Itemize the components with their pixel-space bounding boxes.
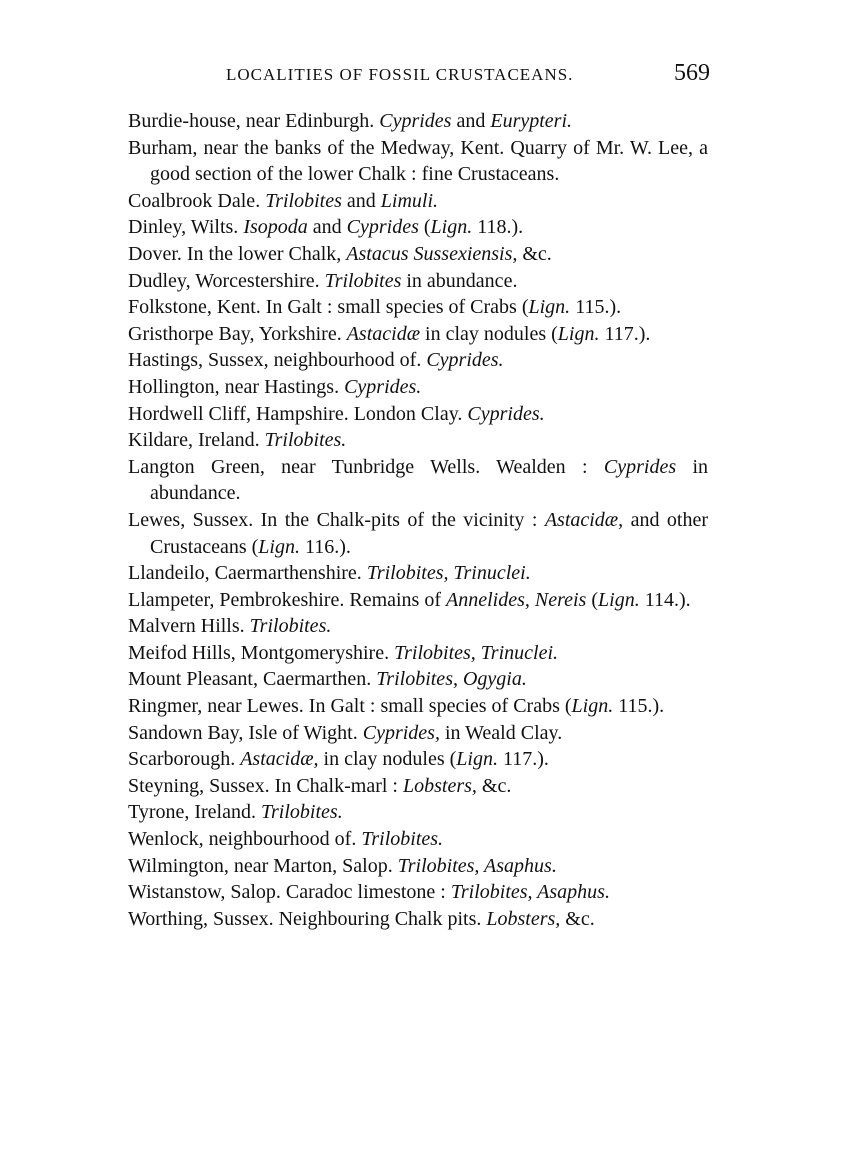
entry-text: &c.	[517, 242, 552, 265]
entry-text: Mount Pleasant, Caermarthen.	[128, 668, 377, 691]
page-number: 569	[674, 60, 710, 86]
taxon-text: Cyprides.	[467, 402, 545, 425]
entry-text: and	[341, 189, 381, 212]
locality-entry	[128, 454, 708, 507]
locality-entry	[128, 640, 708, 667]
entry-text: Dudley, Worcestershire.	[128, 269, 325, 292]
entry-text: in clay nodules (	[420, 322, 558, 345]
taxon-text: Trilobites.	[249, 615, 332, 638]
entry-text: and other Crustaceans (	[150, 508, 708, 558]
locality-entry	[128, 108, 708, 135]
taxon-text: Trilobites, Asaphus.	[397, 854, 557, 877]
entry-text: Coalbrook Dale.	[128, 189, 266, 212]
locality-entry	[128, 666, 708, 693]
taxon-text: Astacidæ,	[544, 508, 624, 531]
entry-text: 117.).	[599, 322, 651, 345]
taxon-text: Trilobites, Ogygia.	[376, 668, 527, 691]
locality-entry	[128, 587, 708, 614]
taxon-text: Trilobites.	[261, 801, 343, 824]
entry-text: Llampeter, Pembrokeshire. Remains of	[128, 588, 446, 611]
entry-text: 115.).	[613, 695, 665, 718]
taxon-text: Annelides, Nereis	[446, 588, 587, 611]
entry-text: Tyrone, Ireland.	[128, 801, 261, 824]
taxon-text: Lobsters,	[402, 774, 477, 797]
entry-text: Wenlock, neighbourhood of.	[128, 828, 362, 851]
entry-text: Llandeilo, Caermarthenshire.	[128, 562, 367, 585]
entry-text: Steyning, Sussex. In Chalk-marl :	[128, 774, 403, 797]
taxon-text: Trilobites, Trinuclei.	[394, 641, 559, 664]
taxon-text: Cyprides	[379, 110, 452, 132]
entry-text: (	[586, 588, 599, 611]
entry-text: Scarborough.	[128, 748, 241, 771]
locality-entry	[128, 879, 708, 906]
entry-text: Dover. In the lower Chalk,	[128, 242, 347, 265]
entry-text: Worthing, Sussex. Neighbouring Chalk pits.	[128, 907, 487, 930]
entry-text: in clay nodules (	[318, 748, 457, 771]
entry-text: in abundance.	[150, 455, 709, 505]
taxon-text: Cyprides.	[426, 349, 504, 372]
taxon-text: Lign.	[571, 695, 614, 718]
entry-text: Gristhorpe Bay, Yorkshire.	[128, 322, 347, 345]
taxon-text: Cyprides	[346, 216, 419, 239]
locality-entry	[128, 321, 708, 348]
locality-entry	[128, 773, 708, 800]
entry-text: (	[418, 216, 431, 239]
locality-list	[128, 108, 708, 932]
taxon-text: Lign.	[528, 296, 571, 319]
entry-text: &c.	[560, 907, 595, 930]
page-header	[130, 60, 710, 90]
locality-entry	[128, 613, 708, 640]
locality-entry	[128, 135, 708, 188]
entry-text: Dinley, Wilts.	[128, 216, 244, 239]
entry-text: Burdie-house, near Edinburgh.	[128, 110, 380, 132]
taxon-text: Eurypteri.	[490, 110, 573, 132]
locality-entry	[128, 188, 708, 215]
taxon-text: Lign.	[258, 535, 300, 558]
entry-text: Burham, near the banks of the Medway, Kent. Quarry of Mr. W. Lee, a good section of the lower Chalk : fine Crustaceans.	[128, 136, 708, 186]
locality-entry	[128, 347, 708, 374]
entry-text: 115.).	[570, 296, 622, 319]
entry-text: Malvern Hills.	[128, 615, 250, 638]
entry-text: Hastings, Sussex, neighbourhood of.	[128, 349, 427, 372]
entry-text: 118.).	[472, 216, 524, 239]
taxon-text: Astacidæ,	[240, 748, 319, 771]
locality-entry	[128, 427, 708, 454]
locality-entry	[128, 720, 708, 747]
entry-text: in abundance.	[401, 269, 518, 292]
locality-entry	[128, 826, 708, 853]
taxon-text: Lign.	[598, 588, 640, 611]
entry-text: and	[451, 110, 491, 132]
taxon-text: Cyprides.	[344, 375, 422, 398]
locality-entry	[128, 268, 708, 295]
entry-text: Lewes, Sussex. In the Chalk-pits of the vicinity :	[128, 508, 545, 531]
entry-text: Hordwell Cliff, Hampshire. London Clay.	[128, 402, 468, 425]
taxon-text: Trilobites	[265, 189, 342, 212]
locality-entry	[128, 799, 708, 826]
taxon-text: Trilobites.	[264, 429, 347, 452]
entry-text: Hollington, near Hastings.	[128, 375, 345, 398]
locality-entry	[128, 746, 708, 773]
entry-text: Sandown Bay, Isle of Wight.	[128, 721, 363, 744]
entry-text: Wilmington, near Marton, Salop.	[128, 854, 398, 877]
locality-entry	[128, 294, 708, 321]
taxon-text: Trilobites.	[361, 828, 444, 851]
locality-entry	[128, 906, 708, 933]
taxon-text: Trilobites, Asaphus.	[450, 881, 610, 904]
entry-text: and	[307, 216, 347, 239]
locality-entry	[128, 560, 708, 587]
entry-text: Wistanstow, Salop. Caradoc limestone :	[128, 881, 451, 904]
taxon-text: Lign.	[430, 216, 473, 239]
entry-text: 114.).	[639, 588, 691, 611]
locality-entry	[128, 401, 708, 428]
taxon-text: Isopoda	[243, 216, 308, 239]
entry-text: 116.).	[299, 535, 351, 558]
locality-entry	[128, 693, 708, 720]
entry-text: Folkstone, Kent. In Galt : small species of Crabs (	[128, 296, 529, 319]
locality-entry	[128, 853, 708, 880]
locality-entry	[128, 374, 708, 401]
taxon-text: Cyprides,	[362, 721, 440, 744]
entry-text: Meifod Hills, Montgomeryshire.	[128, 641, 395, 664]
taxon-text: Lign.	[456, 748, 498, 771]
taxon-text: Lign.	[557, 322, 600, 345]
entry-text: Ringmer, near Lewes. In Galt : small species of Crabs (	[128, 695, 572, 718]
entry-text: Langton Green, near Tunbridge Wells. Wealden :	[128, 455, 604, 478]
taxon-text: Astacus Sussexiensis,	[346, 242, 518, 265]
taxon-text: Limuli.	[380, 189, 439, 212]
locality-entry	[128, 214, 708, 241]
entry-text: 117.).	[497, 748, 549, 771]
entry-text: in Weald Clay.	[439, 721, 563, 744]
taxon-text: Trilobites	[324, 269, 402, 292]
running-title: LOCALITIES OF FOSSIL CRUSTACEANS.	[226, 65, 574, 84]
taxon-text: Lobsters,	[486, 907, 561, 930]
taxon-text: Trilobites, Trinuclei.	[366, 562, 531, 585]
locality-entry	[128, 507, 708, 560]
taxon-text: Cyprides	[603, 455, 677, 478]
entry-text: Kildare, Ireland.	[128, 429, 265, 452]
entry-text: &c.	[476, 774, 512, 797]
locality-entry	[128, 241, 708, 268]
taxon-text: Astacidæ	[346, 322, 421, 345]
